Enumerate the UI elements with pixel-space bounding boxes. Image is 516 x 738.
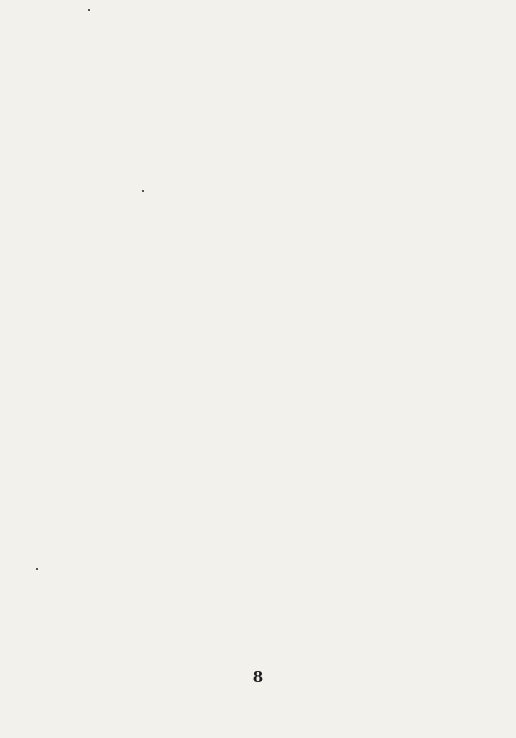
page-number: 8 [252, 668, 264, 686]
vertical-text-block [20, 30, 502, 660]
print-speck [142, 190, 144, 192]
print-speck [36, 568, 38, 570]
print-speck [88, 9, 90, 11]
